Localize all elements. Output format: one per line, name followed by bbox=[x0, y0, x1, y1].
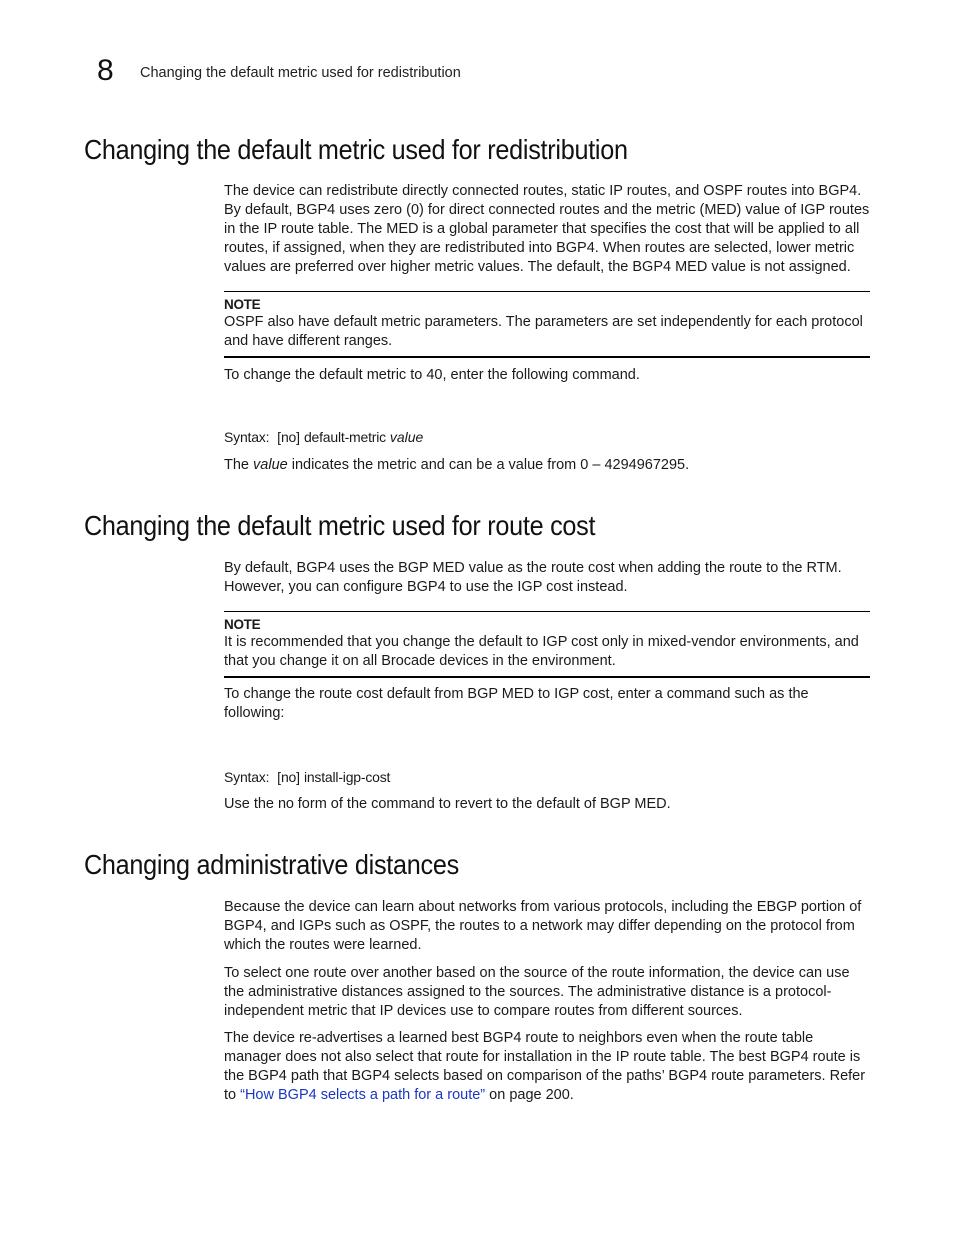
syntax-no-keyword: no bbox=[280, 429, 297, 445]
paragraph-admin-3-text: The device re-advertises a learned best BGP4 route to neighbors even when the route table manager does not also select that route for installation in the IP route table. The best BGP4 route is the BGP4 path that BGP4 selects based on comparison of the paths’ BGP4 route parameters. bbox=[224, 1030, 861, 1084]
running-header-title: Changing the default metric used for redistribution bbox=[140, 65, 461, 81]
syntax-bracket-close: ] bbox=[296, 769, 301, 785]
paragraph-route-cost-intro: By default, BGP4 uses the BGP MED value as the route cost when adding the route to the RTM. However, you can configure BGP4 to use the IGP cost instead. bbox=[224, 560, 842, 595]
paragraph-admin-2: To select one route over another based on the source of the route information, the device can use the administrative distances assigned to the sources. The administrative distance is a protocol-independent metric that IP devices use to compare routes from different sources. bbox=[224, 965, 850, 1019]
paragraph-redistribution-intro: The device can redistribute directly connected routes, static IP routes, and OSPF routes into BGP4. By default, BGP4 uses zero (0) for direct connected routes and the metric (MED) value of IGP routes in the IP route table. The MED is a global parameter that specifies the cost that will be applied to all routes, if assigned, when they are redistributed into BGP4. When routes are selected, lower metric values are preferred over higher metric values. The default, the BGP4 MED value is not assigned. bbox=[224, 183, 870, 275]
note-text: It is recommended that you change the default to IGP cost only in mixed-vendor environments, and that you change it on all Brocade devices in the environment. bbox=[224, 634, 859, 669]
paragraph-usage bbox=[224, 795, 870, 814]
section-heading-redistribution: Changing the default metric used for redistribution bbox=[84, 134, 628, 165]
refer-post: on page 200. bbox=[489, 1087, 574, 1103]
syntax-line bbox=[224, 768, 390, 786]
syntax-label: Syntax: bbox=[224, 429, 270, 445]
paragraph-admin-3 bbox=[224, 1029, 870, 1105]
note-box bbox=[224, 611, 870, 678]
value-desc-pre: The bbox=[224, 457, 249, 473]
syntax-bracket-close: ] bbox=[296, 429, 301, 445]
usage-post: form of the command to revert to the default of BGP MED. bbox=[297, 796, 671, 812]
section-heading-admin-distances: Changing administrative distances bbox=[84, 849, 459, 880]
syntax-label: Syntax: bbox=[224, 769, 270, 785]
paragraph-admin-1: Because the device can learn about networks from various protocols, including the EBGP portion of BGP4, and IGPs such as OSPF, the routes to a network may differ depending on the protocol from which the routes were learned. bbox=[224, 899, 862, 953]
refer-pre: Refer to bbox=[224, 1068, 866, 1103]
cross-reference-link[interactable]: “How BGP4 selects a path for a route” bbox=[240, 1087, 486, 1103]
paragraph-value-description bbox=[224, 456, 870, 475]
syntax-argument: value bbox=[389, 429, 424, 445]
note-label: NOTE bbox=[224, 617, 261, 632]
value-desc-post: indicates the metric and can be a value from 0 – 4294967295. bbox=[291, 457, 690, 473]
syntax-command: install-igp-cost bbox=[303, 769, 391, 785]
section-heading-route-cost: Changing the default metric used for route cost bbox=[84, 510, 596, 541]
note-text: OSPF also have default metric parameters. The parameters are set independently for each protocol and have different ranges. bbox=[224, 314, 863, 349]
value-desc-arg: value bbox=[253, 457, 288, 473]
syntax-no-keyword: no bbox=[280, 769, 297, 785]
usage-keyword: no bbox=[278, 796, 294, 812]
syntax-line bbox=[224, 428, 423, 446]
syntax-bracket-open: [ bbox=[277, 769, 281, 785]
paragraph-instruction: To change the route cost default from BGP MED to IGP cost, enter a command such as the following: bbox=[224, 686, 809, 721]
syntax-bracket-open: [ bbox=[277, 429, 281, 445]
note-box bbox=[224, 291, 870, 358]
note-label: NOTE bbox=[224, 297, 261, 312]
chapter-number: 8 bbox=[97, 54, 114, 87]
paragraph-instruction: To change the default metric to 40, enter the following command. bbox=[224, 367, 640, 383]
usage-pre: Use the bbox=[224, 796, 274, 812]
syntax-command: default-metric bbox=[303, 429, 386, 445]
